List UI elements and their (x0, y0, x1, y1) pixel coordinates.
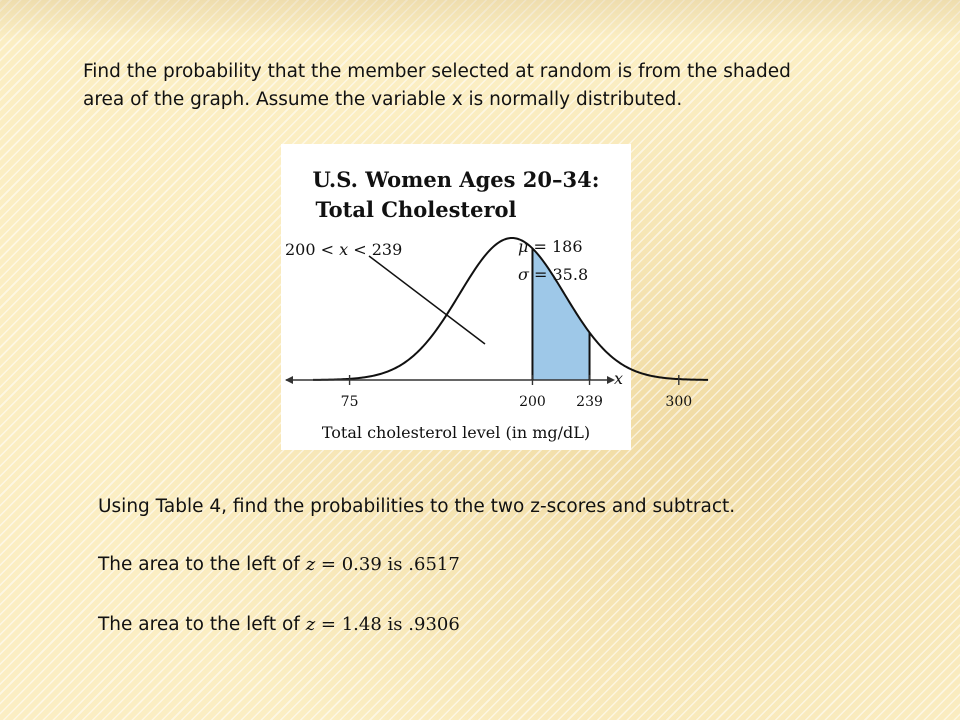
area-line-2-area: .9306 (408, 614, 460, 635)
area-line-1-z-var: z (305, 554, 316, 575)
area-line-2-z-value: = 1.48 (320, 614, 382, 635)
region-label: 200 < x < 239 (285, 240, 403, 259)
question-line-2: area of the graph. Assume the variable x is normally distributed. (83, 89, 683, 110)
slide-top-shadow (0, 0, 960, 40)
figure-title-line-2: Total Cholesterol (315, 197, 517, 222)
x-axis-left-arrow (285, 376, 293, 384)
x-tick-label-75: 75 (340, 394, 359, 410)
question-text (83, 58, 883, 114)
question-line-1: Find the probability that the member selected at random is from the shaded (83, 61, 791, 82)
x-tick-label-200: 200 (519, 394, 546, 410)
sigma-label: σ = 35.8 (518, 265, 589, 284)
area-line-1-z-value: = 0.39 (320, 554, 382, 575)
x-tick-label-300: 300 (665, 394, 693, 410)
area-line-1-math (306, 554, 460, 575)
area-line-2-math (306, 614, 460, 635)
instruction-text: Using Table 4, find the probabilities to the two z-scores and subtract. (98, 496, 736, 517)
x-axis-label: Total cholesterol level (in mg/dL) (321, 423, 591, 442)
normal-curve-chart (281, 144, 693, 450)
area-line-1-area: .6517 (408, 554, 460, 575)
mu-label: μ = 186 (518, 237, 583, 256)
area-line-2-is: is (387, 614, 403, 635)
area-line-2 (98, 612, 460, 638)
cholesterol-figure (281, 144, 693, 450)
figure-title-line-1: U.S. Women Ages 20–34: (312, 167, 600, 192)
area-line-1 (98, 552, 460, 578)
area-line-2-z-var: z (305, 614, 316, 635)
region-label-pointer (369, 256, 485, 344)
area-line-1-is: is (387, 554, 403, 575)
x-tick-label-239: 239 (576, 394, 603, 410)
area-line-2-prefix: The area to the left of (98, 614, 300, 635)
x-axis-symbol: x (614, 369, 624, 388)
area-line-1-prefix: The area to the left of (98, 554, 300, 575)
